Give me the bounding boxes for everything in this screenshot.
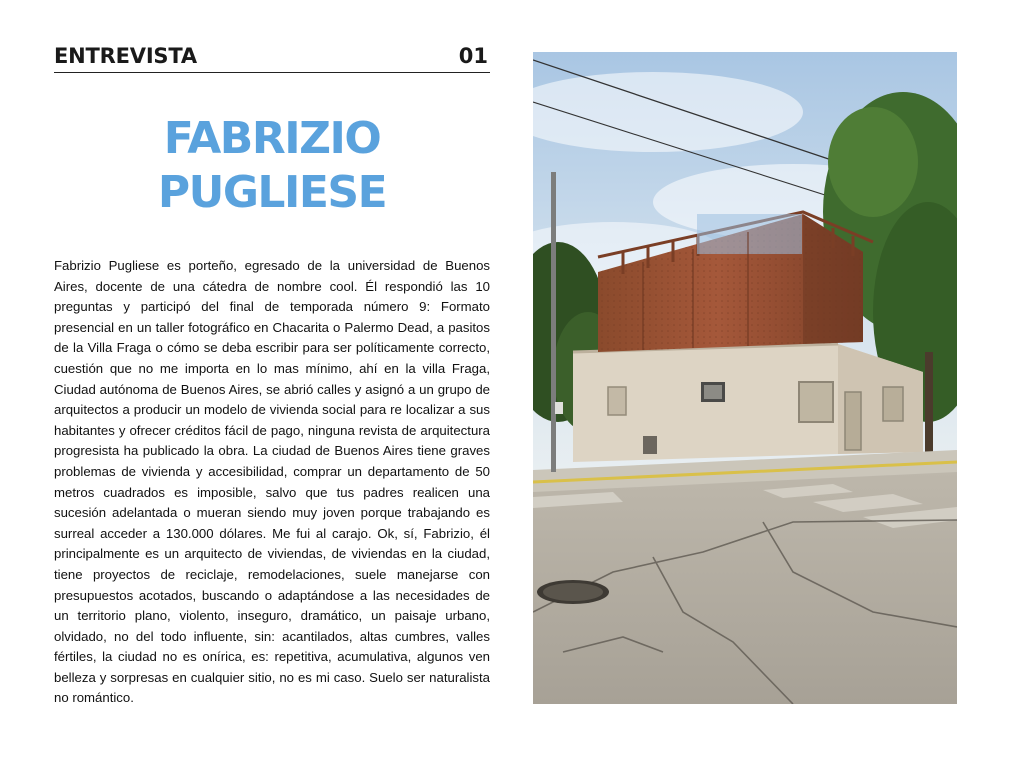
page-number: 01 [458,44,488,68]
street-pole [551,172,556,472]
page-header [54,44,490,73]
section-label: ENTREVISTA [54,44,197,68]
house-photo [533,52,957,704]
intro-paragraph: Fabrizio Pugliese es porteño, egresado de la universidad de Buenos Aires, docente de una cátedra de nombre cool. Él respondió las 10 preguntas y participó del final de temporada número 9: Formato presencial en un taller fotográfico en Chacarita o Palermo Dead, a pasitos de la Villa Fraga o cómo se deba escribir para ser políticamente correcto, cuestión que no me importa en lo mas mínimo, ahí en la villa Fraga, Ciudad autónoma de Buenos Aires, se abrió calles y asignó a un grupo de arquitectos a producir un modelo de vivienda social para re localizar a sus habitantes y ofrecer créditos fácil de pago, ninguna revista de arquitectura progresista ha publicado la obra. La ciudad de Buenos Aires tiene graves problemas de vivienda y accesibilidad, comprar un departamento de 50 metros cuadrados es imposible, salvo que tus padres realicen una sucesión adelantada o mueran siendo muy joven porque trabajando es surreal acceder a 130.000 dólares. Me fui al carajo. Ok, sí, Fabrizio, él principalmente es un arquitecto de viviendas, de viviendas en la ciudad, tiene proyectos de reciclaje, remodelaciones, suele manejarse con presupuestos acotados, buscando o adaptándose a las necesidades de un territorio plano, violento, inseguro, dramático, un paisaje urbano, olvidado, no del todo influente, sin: acantilados, altas cumbres, valles fértiles, la ciudad no es onírica, es: repetitiva, acumulativa, algunos ven belleza y sorpresas en cualquier sitio, no es mi caso. Suelo ser naturalista no romántico. [54,258,490,706]
interview-title [54,112,490,220]
title-first-name: FABRIZIO [163,113,381,164]
title-last-name: PUGLIESE [157,167,387,218]
